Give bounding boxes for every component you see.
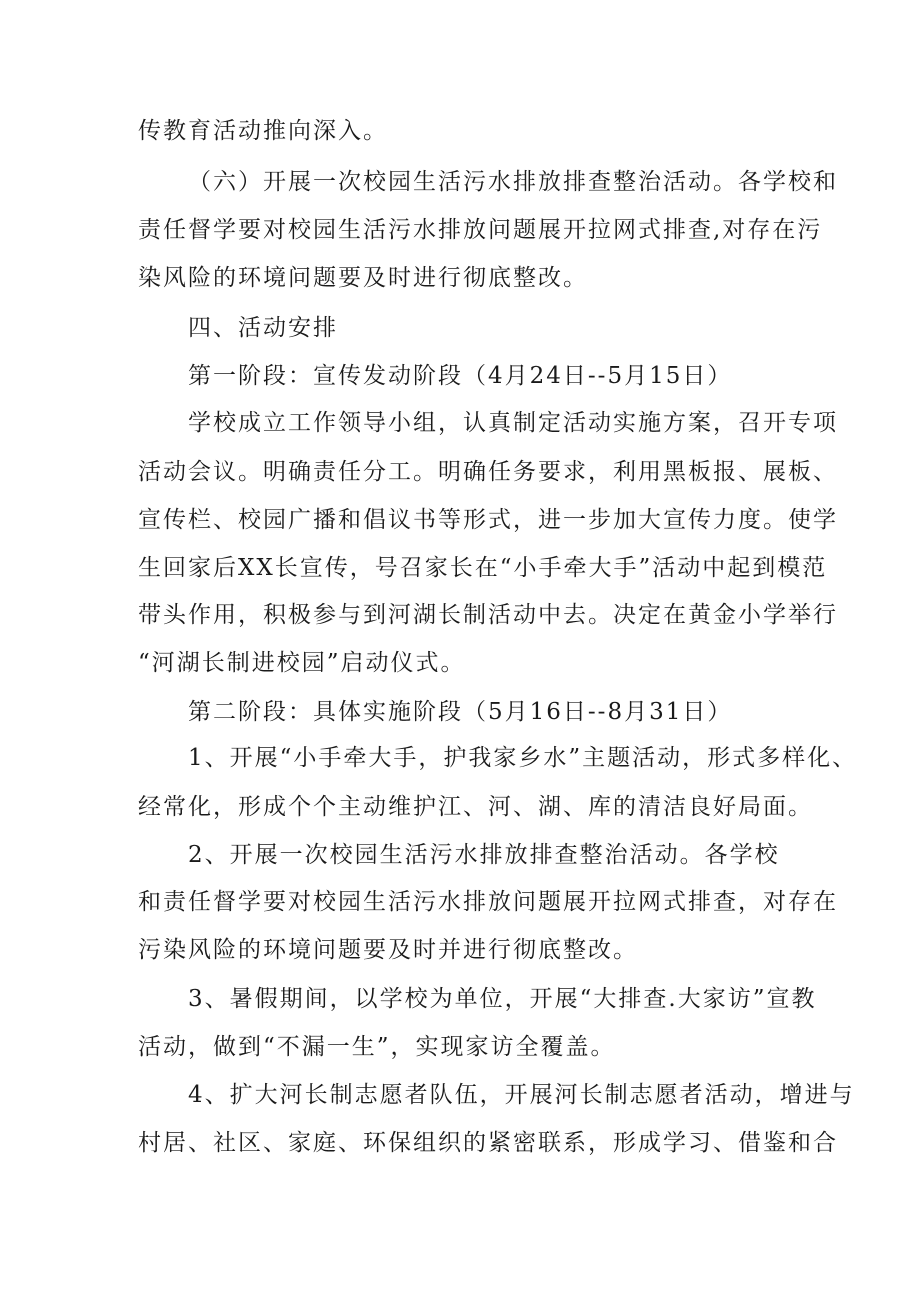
text-line: 传教育活动推向深入。 bbox=[138, 118, 388, 144]
text-line: 活动会议。明确责任分工。明确任务要求，利用黑板报、展板、 bbox=[138, 459, 838, 485]
text-line: 生回家后XX长宣传，号召家长在“小手牵大手”活动中起到模范 bbox=[138, 555, 828, 581]
text-line: 3、暑假期间，以学校为单位，开展“大排查.大家访”宣教 bbox=[188, 986, 817, 1012]
stage-heading: 第二阶段：具体实施阶段（5月16日--8月31日） bbox=[188, 699, 733, 725]
text-line: 责任督学要对校园生活污水排放问题展开拉网式排查,对存在污 bbox=[138, 217, 823, 243]
text-line: （六）开展一次校园生活污水排放排查整治活动。各学校和 bbox=[188, 169, 838, 195]
section-heading: 四、活动安排 bbox=[188, 315, 338, 341]
text-line: 村居、社区、家庭、环保组织的紧密联系，形成学习、借鉴和合 bbox=[138, 1130, 838, 1156]
text-line: 带头作用，积极参与到河湖长制活动中去。决定在黄金小学举行 bbox=[138, 602, 838, 628]
text-line: 染风险的环境问题要及时进行彻底整改。 bbox=[138, 265, 588, 291]
text-line: 经常化，形成个个主动维护江、河、湖、库的清洁良好局面。 bbox=[138, 794, 813, 820]
stage-heading: 第一阶段：宣传发动阶段（4月24日--5月15日） bbox=[188, 363, 733, 389]
text-line: 学校成立工作领导小组，认真制定活动实施方案，召开专项 bbox=[188, 410, 838, 436]
text-line: 宣传栏、校园广播和倡议书等形式，进一步加大宣传力度。使学 bbox=[138, 507, 838, 533]
text-line: 和责任督学要对校园生活污水排放问题展开拉网式排查，对存在 bbox=[138, 889, 838, 915]
text-line: 污染风险的环境问题要及时并进行彻底整改。 bbox=[138, 937, 638, 963]
text-line: 1、开展“小手牵大手，护我家乡水”主题活动，形式多样化、 bbox=[188, 745, 858, 771]
text-line: “河湖长制进校园”启动仪式。 bbox=[138, 650, 466, 676]
text-line: 4、扩大河长制志愿者队伍，开展河长制志愿者活动，增进与 bbox=[188, 1082, 855, 1108]
text-line: 2、开展一次校园生活污水排放排查整治活动。各学校 bbox=[188, 842, 780, 868]
text-line: 活动，做到“不漏一生”，实现家访全覆盖。 bbox=[138, 1034, 616, 1060]
